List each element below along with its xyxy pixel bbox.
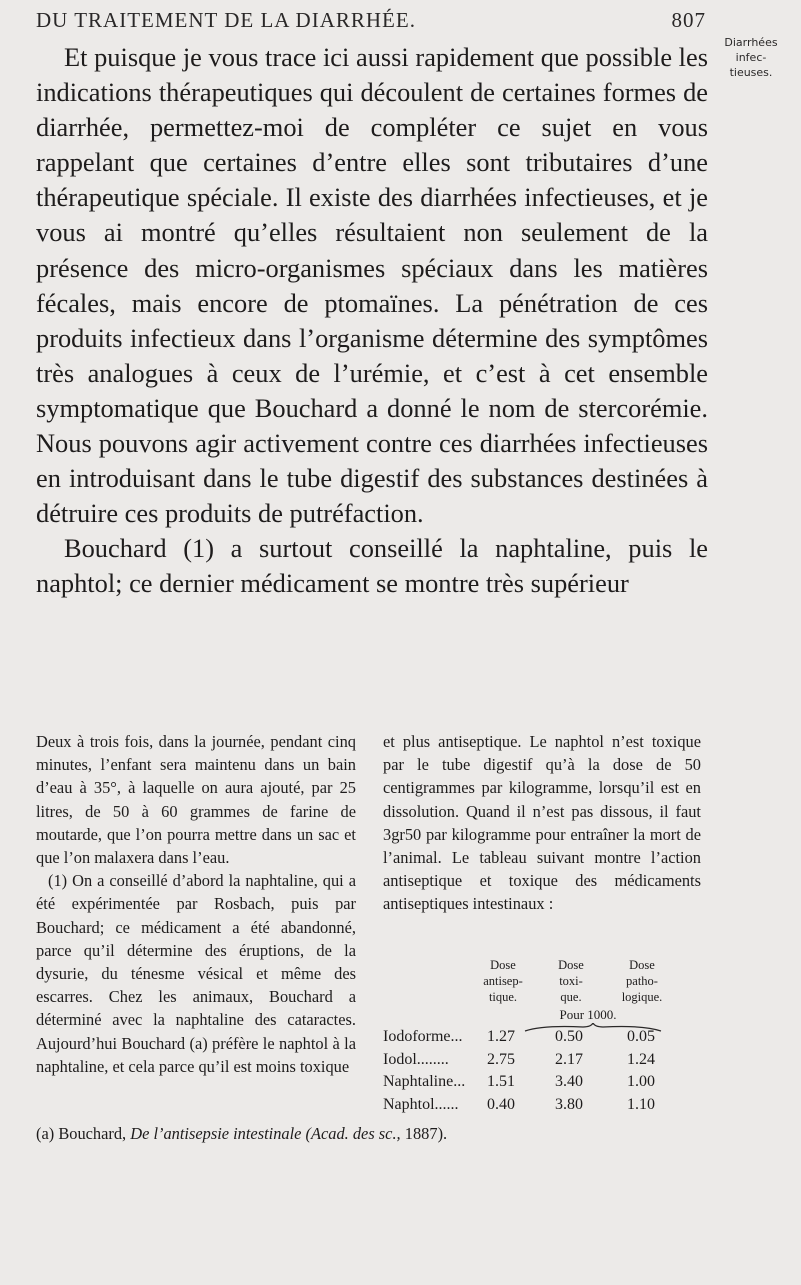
margin-note-line: Diarrhées bbox=[724, 36, 778, 49]
drug-name: Naphtol...... bbox=[383, 1095, 459, 1113]
cell-antiseptic: 2.75 bbox=[487, 1050, 515, 1068]
table-row bbox=[383, 1026, 703, 1049]
cell-toxic: 2.17 bbox=[555, 1050, 583, 1068]
margin-note bbox=[706, 35, 796, 80]
running-title: DU TRAITEMENT DE LA DIARRHÉE. bbox=[36, 8, 416, 32]
main-text bbox=[36, 40, 708, 602]
page-number: 807 bbox=[671, 8, 706, 32]
table-row bbox=[383, 1049, 703, 1072]
notes-right-column bbox=[383, 730, 701, 916]
table-unit: Pour 1000. bbox=[559, 1007, 617, 1022]
cell-antiseptic: 0.40 bbox=[487, 1095, 515, 1113]
footnote-a bbox=[36, 1123, 716, 1145]
margin-note-line: tieuses. bbox=[729, 66, 773, 79]
notes-left-column bbox=[36, 730, 356, 1078]
footnote-author: Bouchard, bbox=[58, 1124, 127, 1143]
footnote-year: 1887). bbox=[404, 1124, 448, 1143]
cell-pathologic: 1.24 bbox=[627, 1050, 655, 1068]
cell-pathologic: 0.05 bbox=[627, 1028, 655, 1045]
drug-name: Iodoforme... bbox=[383, 1028, 463, 1045]
main-paragraph-1: Et puisque je vous trace ici aussi rapidement que possible les indications thérapeutiques qui découlent de certaines formes de diarrhée, permettez-moi de compléter ce sujet en vous rappelant que certaines d’entre elles sont tributaires d’une thérapeutique spéciale. Il existe des diarrhées infectieuses, et je vous ai montré qu’elles résultaient non seulement de la présence des micro-organismes spéciaux dans les matières fécales, mais encore de ptomaïnes. La pénétration de ces produits infectieux dans l’organisme détermine des symptômes très analogues à ceux de l’urémie, et c’est à cet ensemble symptomatique que Bouchard a donné le nom de stercorémie. Nous pouvons agir activement contre ces diarrhées infectieuses en introduisant dans le tube digestif des substances destinées à détruire ces produits de putréfaction. bbox=[36, 42, 708, 529]
margin-note-line: infec- bbox=[735, 51, 767, 64]
column-header-pathologic: Dose patho- logique. bbox=[621, 958, 663, 1004]
footnote-source: (Acad. des sc., bbox=[305, 1124, 401, 1143]
cell-toxic: 0.50 bbox=[555, 1028, 583, 1045]
cell-toxic: 3.80 bbox=[555, 1095, 583, 1113]
drug-name: Iodol........ bbox=[383, 1050, 449, 1068]
drug-name: Naphtaline... bbox=[383, 1073, 466, 1090]
table-row bbox=[383, 1071, 703, 1094]
footnote-mark: (a) bbox=[36, 1124, 55, 1143]
footnote-title: De l’antisepsie intestinale bbox=[130, 1124, 302, 1143]
note-paragraph-naphtol: et plus antiseptique. Le naphtol n’est toxique par le tube digestif qu’à la dose de 50 centigrammes par kilogramme, lorsqu’il est en dissolution. Quand il n’est pas dissous, il faut 3gr50 par kilogramme pour entraîner la mort de l’animal. Le tableau suivant montre l’action antiseptique et toxique des médicaments antiseptiques intestinaux : bbox=[383, 732, 701, 914]
column-header-antiseptic: Dose antisep- tique. bbox=[483, 958, 523, 1004]
cell-antiseptic: 1.51 bbox=[487, 1073, 515, 1090]
cell-toxic: 3.40 bbox=[555, 1073, 583, 1090]
cell-antiseptic: 1.27 bbox=[487, 1028, 515, 1045]
column-header-toxic: Dose toxi- que. bbox=[558, 958, 584, 1004]
main-paragraph-2: Bouchard (1) a surtout conseillé la naphtaline, puis le naphtol; ce dernier médicament se montre très supérieur bbox=[36, 533, 708, 599]
toxicity-table bbox=[383, 1026, 703, 1116]
cell-pathologic: 1.00 bbox=[627, 1073, 655, 1090]
table-row bbox=[383, 1094, 703, 1117]
footnote-1: (1) On a conseillé d’abord la naphtaline, qui a été expérimentée par Rosbach, puis par Bouchard; ce médicament a été abandonné, parce qu’il détermine des éruptions, de la dysurie, du ténesme vésical et même des escarres. Chez les animaux, Bouchard a déterminé avec la naphtaline des cataractes. Aujourd’hui Bouchard (a) préfère le naphtol à la naphtaline, et cela parce qu’il est moins toxique bbox=[36, 871, 356, 1076]
note-paragraph-bath: Deux à trois fois, dans la journée, pendant cinq minutes, l’enfant sera maintenu dans un bain d’eau à 35°, à laquelle on aura ajouté, par 25 litres, de 50 à 60 grammes de farine de moutarde, que l’on pourra mettre dans un sac et que l’on malaxera dans l’eau. bbox=[36, 732, 356, 868]
cell-pathologic: 1.10 bbox=[627, 1095, 655, 1113]
